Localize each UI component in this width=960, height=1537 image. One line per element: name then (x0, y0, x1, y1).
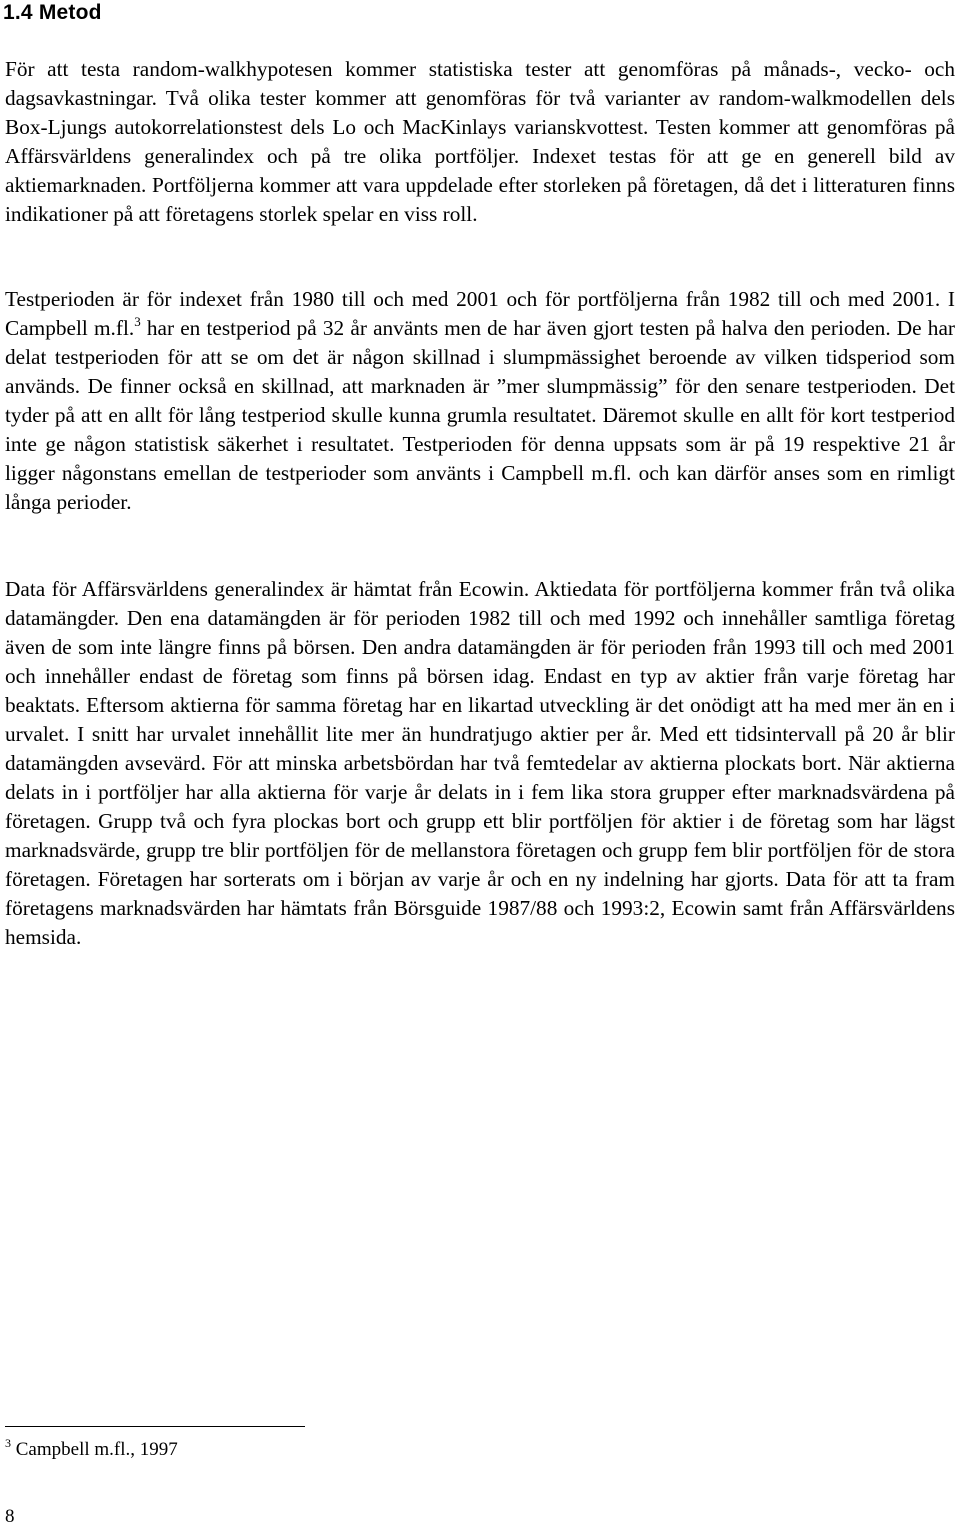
footnote-marker: 3 (5, 1436, 11, 1450)
footnote-text: Campbell m.fl., 1997 (11, 1439, 178, 1460)
paragraph-method-intro: För att testa random-walkhypotesen kommer statistiska tester att genomföras på månads-, vecko- och dagsavkastningar. Två olika tester kommer att genomföras för två varianter av random-walkmodellen dels Box-Ljungs autokorrelationstest dels Lo och MacKinlays varianskvottest. Testen kommer att genomföras på Affärsvärldens generalindex och på tre olika portföljer. Indexet testas för att ge en generell bild av aktiemarknaden. Portföljerna kommer att vara uppdelade efter storleken på företagen, då det i litteraturen finns indikationer på att företagens storlek spelar en viss roll. (5, 57, 955, 226)
footnote (5, 1437, 178, 1463)
page-number: 8 (5, 1506, 15, 1527)
paragraph-test-period (5, 285, 955, 517)
section-heading: 1.4 Metod (3, 1, 102, 24)
paragraph-data-sources: Data för Affärsvärldens generalindex är hämtat från Ecowin. Aktiedata för portföljerna kommer från två olika datamängder. Den ena datamängden är för perioden 1982 till och med 1992 och innehåller samtliga företag även de som inte längre finns på börsen. Den andra datamängden är för perioden från 1993 till och med 2001 och innehåller endast de företag som finns på börsen idag. Endast en typ av aktier från varje företag har beaktats. Eftersom aktierna för samma företag har en likartad utveckling är det onödigt att ha med mer än en i urvalet. I snitt har urvalet innehållit lite mer än hundratjugo aktier per år. Med ett tidsintervall på 20 år blir datamängden avsevärd. För att minska arbetsbördan har två femtedelar av aktierna plockats bort. När aktierna delats in i portföljer har alla aktierna för varje år delats in i fem lika stora grupper efter marknadsvärdena på företagen. Grupp två och fyra plockas bort och grupp ett blir portföljen för aktier i de företag som har lägst marknadsvärde, grupp tre blir portföljen för de mellanstora företagen och grupp fem blir portföljen för de stora företagen. Företagen har sorterats om i början av varje år och en ny indelning har gjorts. Data för att ta fram företagens marknadsvärden har hämtats från Börsguide 1987/88 och 1993:2, Ecowin samt från Affärsvärldens hemsida. (5, 577, 955, 949)
paragraph-text: har en testperiod på 32 år använts men de har även gjort testen på halva den perioden. De har delat testperioden för att se om det är någon skillnad i slumpmässighet beroende av vilken tidsperiod som används. De finner också en skillnad, att marknaden är ”mer slumpmässig” för den senare testperioden. Det tyder på att en allt för lång testperiod skulle kunna grumla resultatet. Däremot skulle en allt för kort testperiod inte ge någon statistisk säkerhet i resultatet. Testperioden för denna uppsats som är på 19 respektive 21 år ligger någonstans emellan de testperioder som använts i Campbell m.fl. och kan därför anses som en rimligt långa perioder. (5, 316, 955, 514)
paragraph-text: Testperioden är för indexet från 1980 till och med 2001 och för portföljerna från 1982 till och med 2001. I Campbell m.fl. (5, 287, 955, 340)
footnote-divider (5, 1426, 305, 1427)
footnote-reference[interactable]: 3 (134, 314, 141, 329)
